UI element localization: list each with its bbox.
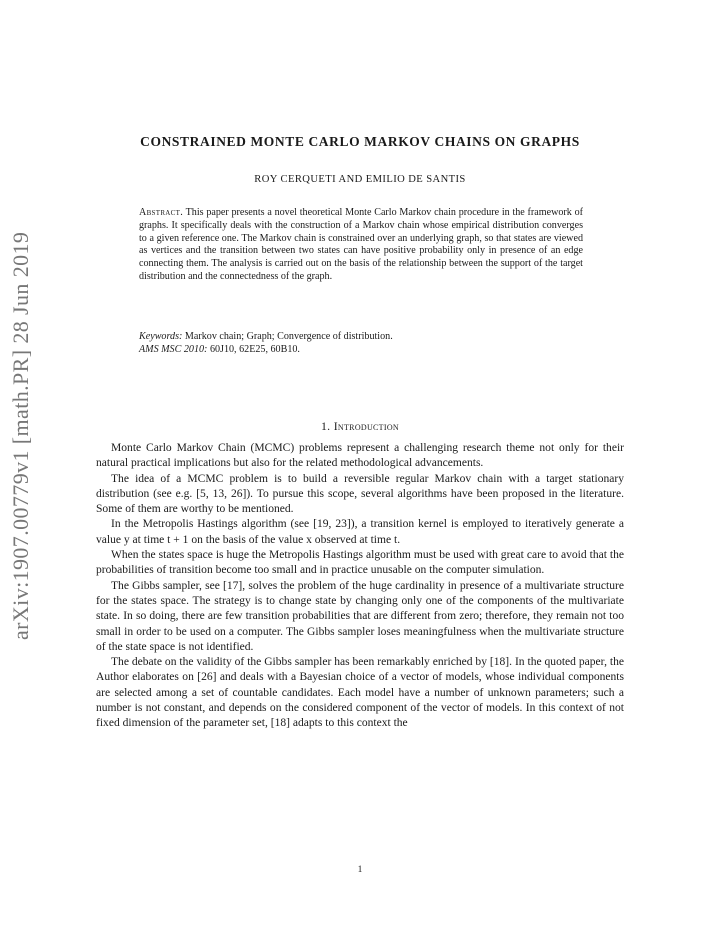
paragraph: The idea of a MCMC problem is to build a reversible regular Markov chain with a target stationary distribution (see e.g. [5, 13, 26]). To pursue this scope, several algorithms have been proposed in the literature. Some of them are worthy to be mentioned.	[96, 472, 624, 516]
msc-line	[139, 344, 583, 357]
body-text	[96, 441, 624, 732]
section-number: 1.	[320, 419, 331, 433]
paper-title: CONSTRAINED MONTE CARLO MARKOV CHAINS ON GRAPHS	[140, 134, 580, 149]
arxiv-stamp: arXiv:1907.00779v1 [math.PR] 28 Jun 2019	[8, 231, 33, 640]
paper-metadata	[139, 331, 583, 357]
section-title: Introduction	[333, 419, 399, 433]
abstract-heading: Abstract.	[139, 207, 184, 218]
page-number: 1	[357, 865, 363, 875]
paragraph: The Gibbs sampler, see [17], solves the problem of the huge cardinality in presence of a multivariate structure for the states space. The strategy is to change state by changing only one of the components of the multivariate state. In so doing, there are few transition probabilities that are different from zero; therefore, they remain not too small in order to be used on a computer. The Gibbs sampler loses meaningfulness when the multivariate structure of the state space is not identified.	[96, 579, 624, 653]
keywords-value: Markov chain; Graph; Convergence of distribution.	[184, 331, 393, 342]
msc-value: 60J10, 62E25, 60B10.	[209, 343, 300, 355]
paragraph: In the Metropolis Hastings algorithm (see [19, 23]), a transition kernel is employed to iteratively generate a value y at time t + 1 on the basis of the value x observed at time t.	[96, 518, 624, 546]
abstract	[139, 207, 583, 284]
msc-label: AMS MSC 2010:	[139, 343, 208, 355]
paragraph: Monte Carlo Markov Chain (MCMC) problems represent a challenging research theme not only for their natural practical implications but also for the related methodological advancements.	[96, 442, 624, 470]
keywords-line	[139, 331, 583, 344]
keywords-label: Keywords:	[139, 331, 183, 342]
section-heading	[0, 419, 720, 434]
abstract-text: This paper presents a novel theoretical Monte Carlo Markov chain procedure in the framework of graphs. It specifically deals with the construction of a Markov chain whose empirical distribution converges to a given reference one. The Markov chain is constrained over an underlying graph, so that states are viewed as vertices and the transition between two states can have positive probability only in presence of an edge connecting them. The analysis is carried out on the basis of the relationship between the support of the target distribution and the connectedness of the graph.	[139, 207, 583, 282]
paragraph: The debate on the validity of the Gibbs sampler has been remarkably enriched by [18]. In the quoted paper, the Author elaborates on [26] and deals with a Bayesian choice of a vector of models, whose individual components are selected among a set of countable candidates. Each model have a number of unknown parameters; such a number is not constant, and depends on the considered component of the vector of models. In this context of not fixed dimension of the parameter set, [18] adapts to this context the	[96, 656, 624, 730]
paper-authors: ROY CERQUETI AND EMILIO DE SANTIS	[254, 174, 466, 185]
paragraph: When the states space is huge the Metropolis Hastings algorithm must be used with great care to avoid that the probabilities of transition become too small and in practice unusable on the computer simulation.	[96, 549, 624, 577]
